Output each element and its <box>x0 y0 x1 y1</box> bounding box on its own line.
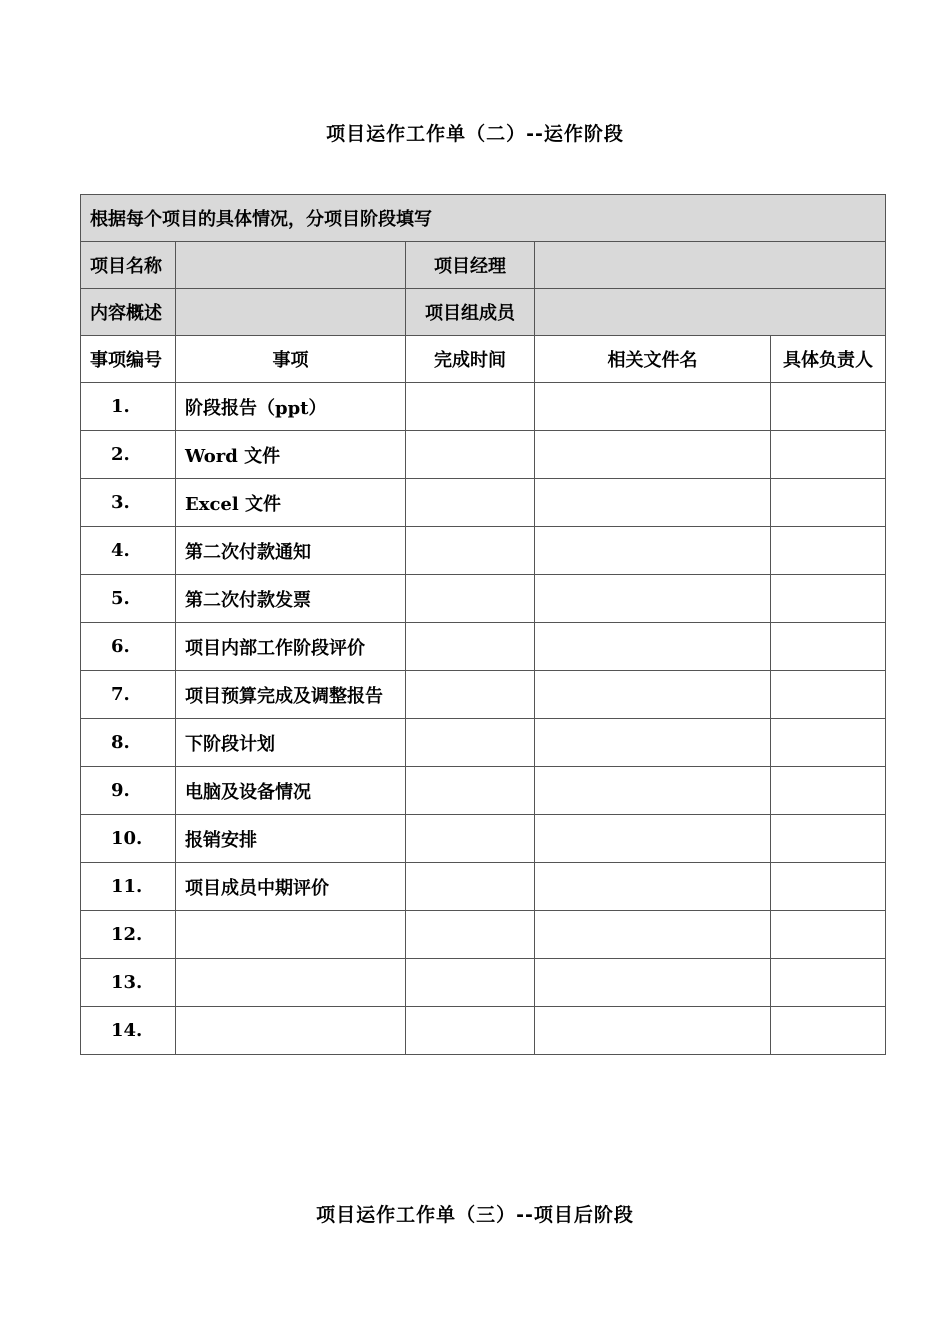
completion-time-cell[interactable] <box>406 479 535 527</box>
table-row <box>81 863 886 911</box>
item-name-cell[interactable]: 项目成员中期评价 <box>176 863 406 911</box>
completion-time-cell[interactable] <box>406 1007 535 1055</box>
table-row <box>81 431 886 479</box>
summary-row <box>81 289 886 336</box>
file-name-cell[interactable] <box>535 863 771 911</box>
completion-time-cell[interactable] <box>406 767 535 815</box>
owner-cell[interactable] <box>771 863 886 911</box>
project-name-row <box>81 242 886 289</box>
owner-cell[interactable] <box>771 1007 886 1055</box>
instruction-row <box>81 195 886 242</box>
item-name-cell[interactable]: 下阶段计划 <box>176 719 406 767</box>
item-number-cell: 8. <box>81 719 176 767</box>
item-name-cell[interactable]: 电脑及设备情况 <box>176 767 406 815</box>
owner-cell[interactable] <box>771 527 886 575</box>
item-number-cell: 4. <box>81 527 176 575</box>
page-title: 项目运作工作单（二）--运作阶段 <box>326 123 624 145</box>
item-name-cell[interactable]: 项目预算完成及调整报告 <box>176 671 406 719</box>
item-number-cell: 3. <box>81 479 176 527</box>
completion-time-cell[interactable] <box>406 911 535 959</box>
file-name-cell[interactable] <box>535 575 771 623</box>
item-number-cell: 9. <box>81 767 176 815</box>
project-manager-field[interactable] <box>535 242 886 289</box>
column-header-row <box>81 336 886 383</box>
project-manager-label: 项目经理 <box>406 242 535 289</box>
summary-label: 内容概述 <box>81 289 176 336</box>
table-row <box>81 527 886 575</box>
owner-cell[interactable] <box>771 959 886 1007</box>
item-number-cell: 1. <box>81 383 176 431</box>
table-row <box>81 767 886 815</box>
file-name-cell[interactable] <box>535 623 771 671</box>
item-number-cell: 13. <box>81 959 176 1007</box>
table-row <box>81 719 886 767</box>
item-number-cell: 12. <box>81 911 176 959</box>
item-name-cell[interactable]: Word 文件 <box>176 431 406 479</box>
item-name-cell[interactable]: Excel 文件 <box>176 479 406 527</box>
table-row <box>81 479 886 527</box>
completion-time-cell[interactable] <box>406 671 535 719</box>
owner-cell[interactable] <box>771 575 886 623</box>
item-name-cell[interactable]: 项目内部工作阶段评价 <box>176 623 406 671</box>
item-number-cell: 5. <box>81 575 176 623</box>
item-number-cell: 7. <box>81 671 176 719</box>
item-name-cell[interactable] <box>176 911 406 959</box>
owner-cell[interactable] <box>771 719 886 767</box>
completion-time-cell[interactable] <box>406 863 535 911</box>
project-name-field[interactable] <box>176 242 406 289</box>
item-name-cell[interactable]: 阶段报告（ppt） <box>176 383 406 431</box>
file-name-cell[interactable] <box>535 383 771 431</box>
owner-cell[interactable] <box>771 623 886 671</box>
owner-cell[interactable] <box>771 911 886 959</box>
table-row <box>81 383 886 431</box>
owner-cell[interactable] <box>771 479 886 527</box>
table-row <box>81 623 886 671</box>
file-name-cell[interactable] <box>535 527 771 575</box>
item-number-cell: 6. <box>81 623 176 671</box>
item-number-cell: 11. <box>81 863 176 911</box>
completion-time-cell[interactable] <box>406 623 535 671</box>
completion-time-cell[interactable] <box>406 575 535 623</box>
item-name-cell[interactable]: 第二次付款发票 <box>176 575 406 623</box>
instruction-text: 根据每个项目的具体情况，分项目阶段填写 <box>81 195 886 242</box>
item-name-cell[interactable]: 报销安排 <box>176 815 406 863</box>
owner-cell[interactable] <box>771 383 886 431</box>
file-name-cell[interactable] <box>535 671 771 719</box>
table-row <box>81 959 886 1007</box>
file-name-cell[interactable] <box>535 479 771 527</box>
item-name-cell[interactable]: 第二次付款通知 <box>176 527 406 575</box>
item-number-cell: 10. <box>81 815 176 863</box>
column-header-item: 事项 <box>176 336 406 383</box>
completion-time-cell[interactable] <box>406 431 535 479</box>
file-name-cell[interactable] <box>535 431 771 479</box>
file-name-cell[interactable] <box>535 911 771 959</box>
completion-time-cell[interactable] <box>406 527 535 575</box>
members-field[interactable] <box>535 289 886 336</box>
column-header-file: 相关文件名 <box>535 336 771 383</box>
table-row <box>81 671 886 719</box>
owner-cell[interactable] <box>771 767 886 815</box>
table-row <box>81 815 886 863</box>
column-header-time: 完成时间 <box>406 336 535 383</box>
owner-cell[interactable] <box>771 671 886 719</box>
project-name-label: 项目名称 <box>81 242 176 289</box>
file-name-cell[interactable] <box>535 719 771 767</box>
members-label: 项目组成员 <box>406 289 535 336</box>
completion-time-cell[interactable] <box>406 959 535 1007</box>
file-name-cell[interactable] <box>535 767 771 815</box>
table-row <box>81 575 886 623</box>
column-header-owner: 具体负责人 <box>771 336 886 383</box>
file-name-cell[interactable] <box>535 959 771 1007</box>
file-name-cell[interactable] <box>535 815 771 863</box>
item-number-cell: 2. <box>81 431 176 479</box>
column-header-number: 事项编号 <box>81 336 176 383</box>
table-row <box>81 911 886 959</box>
owner-cell[interactable] <box>771 431 886 479</box>
work-order-table <box>80 194 886 1055</box>
item-name-cell[interactable] <box>176 959 406 1007</box>
completion-time-cell[interactable] <box>406 383 535 431</box>
owner-cell[interactable] <box>771 815 886 863</box>
file-name-cell[interactable] <box>535 1007 771 1055</box>
item-name-cell[interactable] <box>176 1007 406 1055</box>
summary-field[interactable] <box>176 289 406 336</box>
completion-time-cell[interactable] <box>406 815 535 863</box>
table-row <box>81 1007 886 1055</box>
completion-time-cell[interactable] <box>406 719 535 767</box>
next-section-title: 项目运作工作单（三）--项目后阶段 <box>316 1204 634 1226</box>
item-number-cell: 14. <box>81 1007 176 1055</box>
